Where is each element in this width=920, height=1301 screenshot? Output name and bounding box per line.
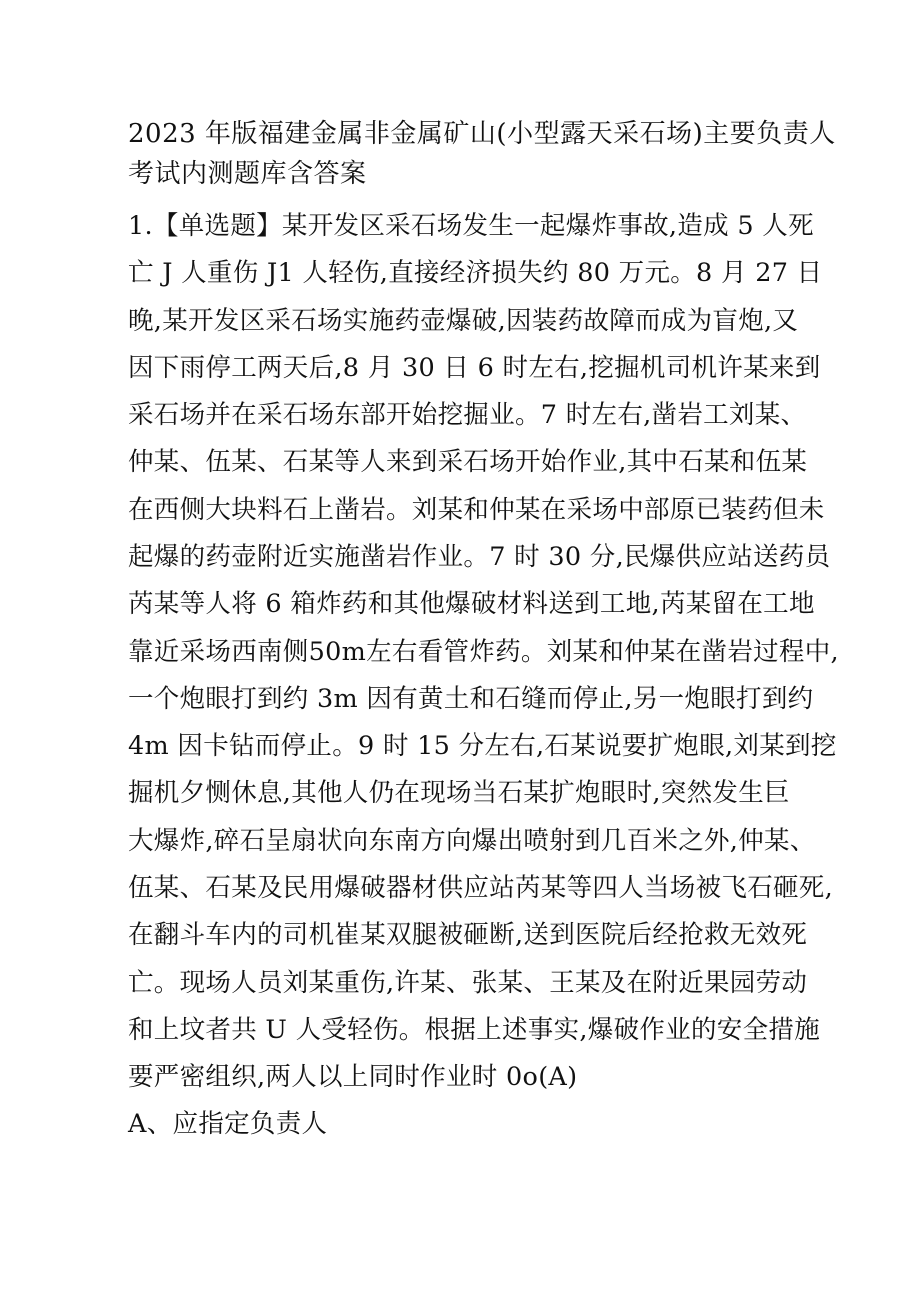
question-line: 和上坟者共 U 人受轻伤。根据上述事实,爆破作业的安全措施: [128, 1015, 821, 1045]
question-line: 采石场并在采石场东部开始挖掘业。7 时左右,凿岩工刘某、: [128, 400, 807, 430]
question-line: 掘机夕恻休息,其他人仍在现场当石某扩炮眼时,突然发生巨: [128, 778, 790, 808]
question-line: 1.【单选题】某开发区采石场发生一起爆炸事故,造成 5 人死: [128, 211, 814, 241]
title-line-1: 2023 年版福建金属非金属矿山(小型露天采石场)主要负责人: [128, 119, 836, 149]
question-line: 在翻斗车内的司机崔某双腿被砸断,送到医院后经抢救无效死: [128, 920, 808, 950]
question-line: 4m 因卡钻而停止。9 时 15 分左右,石某说要扩炮眼,刘某到挖: [128, 731, 837, 761]
question-line: 因下雨停工两天后,8 月 30 日 6 时左右,挖掘机司机许某来到: [128, 353, 821, 383]
document-title: [128, 114, 836, 194]
question-line: 仲某、伍某、石某等人来到采石场开始作业,其中石某和伍某: [128, 447, 808, 477]
question-line: 大爆炸,碎石呈扇状向东南方向爆出喷射到几百米之外,仲某、: [128, 826, 816, 856]
question-line: 亡。现场人员刘某重伤,许某、张某、王某及在附近果园劳动: [128, 968, 808, 998]
question-line: 晚,某开发区采石场实施药壶爆破,因装药故障而成为盲炮,又: [128, 306, 799, 336]
question-line: 亡 J 人重伤 J1 人轻伤,直接经济损失约 80 万元。8 月 27 日: [128, 258, 823, 288]
question-line: 芮某等人将 6 箱炸药和其他爆破材料送到工地,芮某留在工地: [128, 589, 815, 619]
question-line: 在西侧大块料石上凿岩。刘某和仲某在采场中部原已装药但未: [128, 495, 825, 525]
question-line: 一个炮眼打到约 3m 因有黄土和石缝而停止,另一炮眼打到约: [128, 684, 814, 714]
answer-option-a: A、应指定负责人: [128, 1109, 328, 1139]
title-line-2: 考试内测题库含答案: [128, 159, 367, 189]
question-line: 要严密组织,两人以上同时作业时 0o(A): [128, 1062, 578, 1092]
question-line: 伍某、石某及民用爆破器材供应站芮某等四人当场被飞石砸死,: [128, 873, 834, 903]
question-line: 起爆的药壶附近实施凿岩作业。7 时 30 分,民爆供应站送药员: [128, 542, 831, 572]
question-line: 靠近采场西南侧50m左右看管炸药。刘某和仲某在凿岩过程中,: [128, 637, 839, 667]
